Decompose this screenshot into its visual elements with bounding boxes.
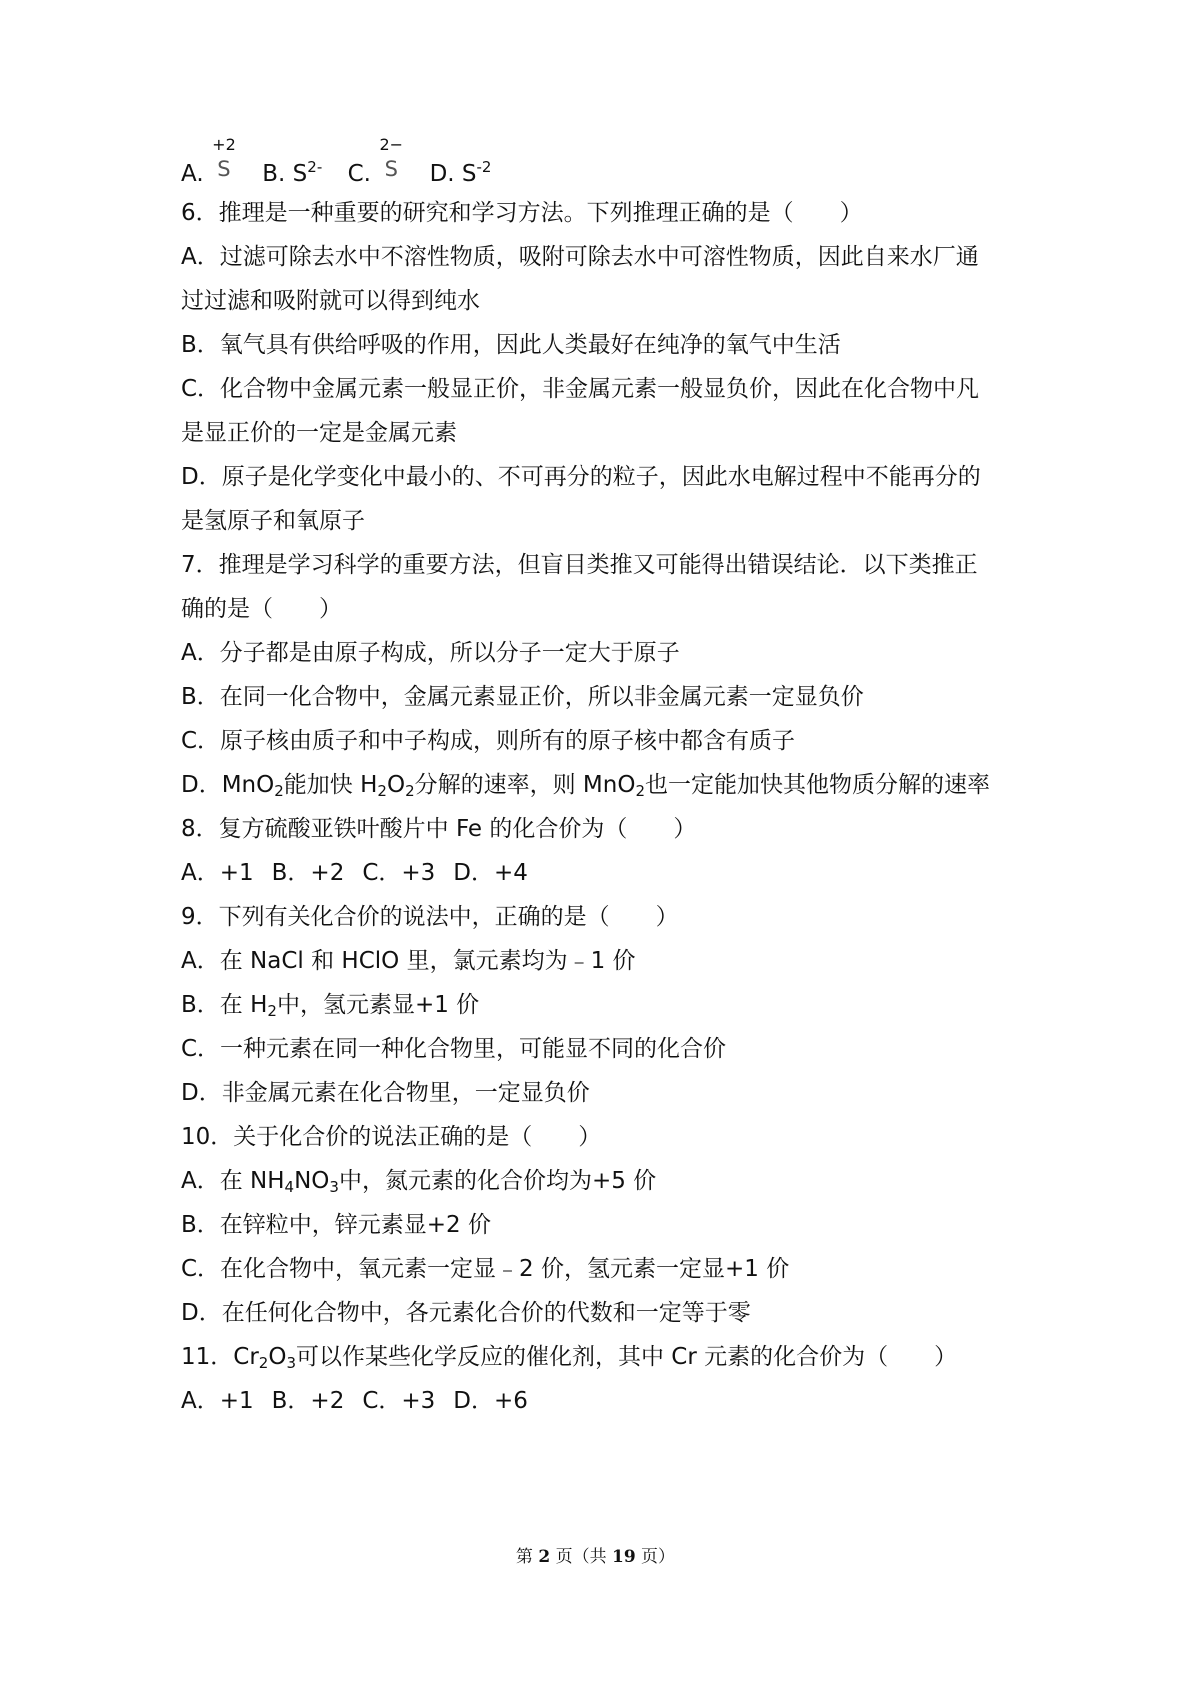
footer-suffix: 页） [635,1547,676,1567]
q5-option-a-symbol: S [217,157,231,181]
q7-option-c: C．原子核由质子和中子构成，则所有的原子核中都含有质子 [181,728,796,754]
q11-stem [181,1334,1041,1381]
q5-option-a-label: A. [181,161,204,187]
q10-a-part2: NO [294,1168,330,1194]
q6-option-a-line2: 过过滤和吸附就可以得到纯水 [181,288,480,314]
q8-options [181,850,1041,897]
q9-option-b [181,982,1041,1029]
q6-option-c-line2: 是显正价的一定是金属元素 [181,420,457,446]
q7-stem-line2: 确的是（ ） [181,596,342,622]
q7-stem-line1: 7．推理是学习科学的重要方法，但盲目类推又可能得出错误结论．以下类推正 [181,552,978,578]
q11-option-b: B．+2 [271,1388,345,1414]
q10-a-sub2: 3 [329,1178,339,1196]
q8-option-c: C．+3 [362,860,436,886]
q7-d-part5: 也一定能加快其他物质分解的速率 [645,772,990,798]
q11-stem-part2: O [268,1344,287,1370]
q8-option-a: A．+1 [181,860,254,886]
footer-mid: 页（共 [550,1547,612,1567]
q5-option-d-sup: -2 [476,158,492,176]
q11-option-a: A．+1 [181,1388,254,1414]
q9-b-part2: 中，氢元素显+1 价 [276,992,480,1018]
q7-d-sub4: 2 [635,782,645,800]
footer-page-number: 2 [538,1547,551,1567]
q10-option-d: D．在任何化合物中，各元素化合价的代数和一定等于零 [181,1300,751,1326]
q7-d-sub3: 2 [405,782,415,800]
q9-stem: 9．下列有关化合价的说法中，正确的是（ ） [181,904,679,930]
q10-option-b: B．在锌粒中，锌元素显+2 价 [181,1212,491,1238]
footer-total-pages: 19 [611,1547,636,1567]
q10-stem: 10．关于化合价的说法正确的是（ ） [181,1124,602,1150]
q6-option-a-line1: A．过滤可除去水中不溶性物质，吸附可除去水中可溶性物质，因此自来水厂通 [181,244,979,270]
q5-option-b-label: B. [262,161,286,187]
q7-option-b: B．在同一化合物中，金属元素显正价，所以非金属元素一定显负价 [181,684,864,710]
q6-option-d-line1: D．原子是化学变化中最小的、不可再分的粒子，因此水电解过程中不能再分的 [181,464,981,490]
q5-option-b-sup: 2- [307,158,323,176]
q5-option-c-valence [378,136,404,183]
q11-stem-part3: 可以作某些化学反应的催化剂，其中 Cr 元素的化合价为（ ） [296,1344,958,1370]
q6-option-c-line1: C．化合物中金属元素一般显正价，非金属元素一般显负价，因此在化合物中凡 [181,376,980,402]
q5-option-a-charge: +2 [212,135,236,154]
q5-option-c-symbol: S [384,157,398,181]
q7-d-sub2: 2 [377,782,387,800]
q6-stem: 6．推理是一种重要的研究和学习方法。下列推理正确的是（ ） [181,200,863,226]
q7-option-d [181,762,1041,809]
q5-option-b-symbol: S [292,161,308,187]
q8-option-b: B．+2 [271,860,345,886]
q11-stem-sub2: 3 [286,1354,296,1372]
q5-option-c-charge: 2− [379,135,404,154]
q9-b-part1: B．在 H [181,992,268,1018]
q5-option-d-label: D. [429,161,455,187]
q7-d-part2: 能加快 H [283,772,378,798]
q9-option-a: A．在 NaCl 和 HClO 里，氯元素均为﹣1 价 [181,948,636,974]
q10-a-part1: A．在 NH [181,1168,285,1194]
q6-option-b: B．氧气具有供给呼吸的作用，因此人类最好在纯净的氧气中生活 [181,332,841,358]
q11-options [181,1378,1041,1425]
q7-option-a: A．分子都是由原子构成，所以分子一定大于原子 [181,640,680,666]
q5-option-a-valence [211,136,237,183]
q11-stem-sub1: 2 [258,1354,269,1372]
q7-d-part1: D．MnO [181,772,275,798]
q5-options [181,135,1041,191]
page-footer [0,1545,1191,1569]
q10-option-a [181,1158,1041,1205]
q7-d-part3: O [386,772,406,798]
q9-option-c: C．一种元素在同一种化合物里，可能显不同的化合价 [181,1036,727,1062]
q9-b-sub1: 2 [267,1002,277,1020]
footer-prefix: 第 [515,1547,539,1567]
q9-option-d: D．非金属元素在化合物里，一定显负价 [181,1080,590,1106]
q11-option-c: C．+3 [362,1388,436,1414]
q11-stem-part1: 11．Cr [181,1344,259,1370]
q7-d-part4: 分解的速率，则 MnO [414,772,636,798]
q10-a-part3: 中，氮元素的化合价均为+5 价 [338,1168,657,1194]
q11-option-d: D．+6 [453,1388,528,1414]
q10-option-c: C．在化合物中，氧元素一定显﹣2 价，氢元素一定显+1 价 [181,1256,790,1282]
q5-option-c-label: C. [347,161,371,187]
q10-a-sub1: 4 [284,1178,295,1196]
q7-d-sub1: 2 [274,782,284,800]
q8-stem: 8．复方硫酸亚铁叶酸片中 Fe 的化合价为（ ） [181,816,697,842]
q5-option-d-symbol: S [461,161,477,187]
q8-option-d: D．+4 [453,860,528,886]
q6-option-d-line2: 是氢原子和氧原子 [181,508,365,534]
